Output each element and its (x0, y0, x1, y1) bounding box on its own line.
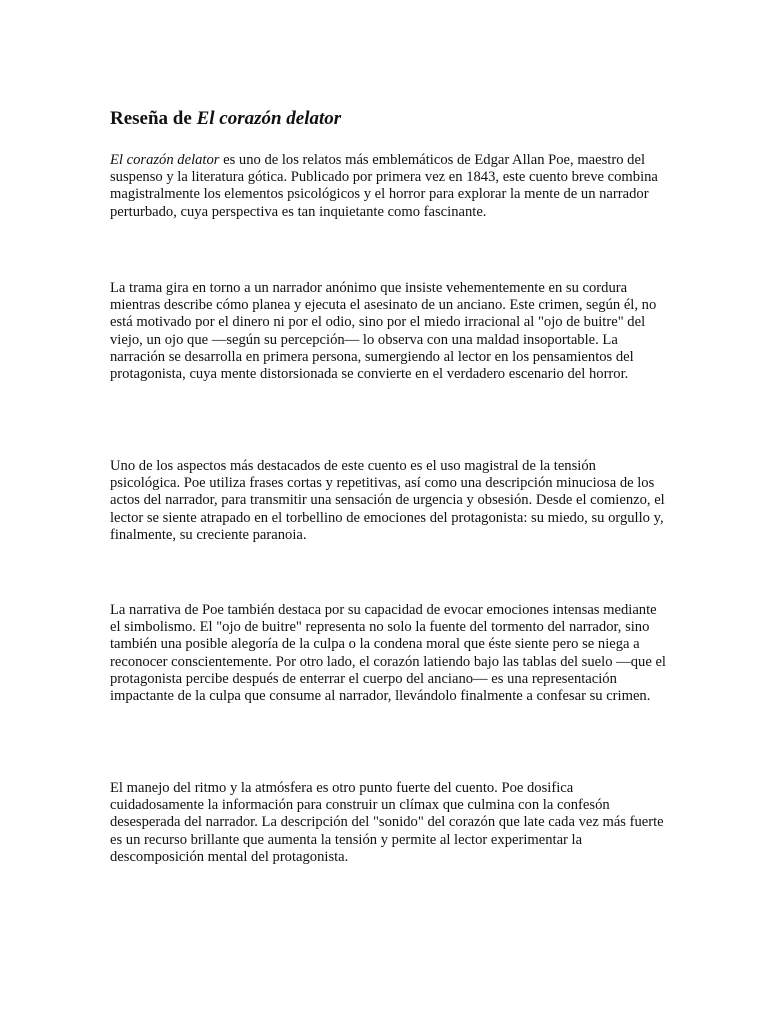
paragraph-psychological-tension: Uno de los aspectos más destacados de este cuento es el uso magistral de la tensión psicológica. Poe utiliza frases cortas y repetitivas, así como una descripción minuciosa de los actos del narrador, para transmitir una sensación de urgencia y obsesión. Desde el comienzo, el lector se siente atrapado en el torbellino de emociones del protagonista: su miedo, su orgullo y, finalmente, su creciente paranoia. (110, 458, 665, 543)
paragraph-symbolism: La narrativa de Poe también destaca por su capacidad de evocar emociones intensas mediante el simbolismo. El "ojo de buitre" representa no solo la fuente del tormento del narrador, sino también una posible alegoría de la culpa o la condena moral que éste siente pero se niega a reconocer conscientemente. Por otro lado, el corazón latiendo bajo las tablas del suelo —que el protagonista percibe después de enterrar el cuerpo del anciano— es una representación impactante de la culpa que consume al narrador, llevándolo finalmente a confesar su crimen. (110, 602, 666, 705)
paragraph-rhythm-atmosphere: El manejo del ritmo y la atmósfera es otro punto fuerte del cuento. Poe dosifica cuidadosamente la información para construir un clímax que culmina con la confesón desesperada del narrador. La descripción del "sonido" del corazón que late cada vez más fuerte es un recurso brillante que aumenta la tensión y permite al lector experimentar la descomposición mental del protagonista. (110, 780, 664, 865)
paragraph-text: es uno de los relatos más emblemáticos de Edgar Allan Poe, maestro del suspenso y la literatura gótica. Publicado por primera vez en 1843, este cuento breve combina magistralmente los elementos psicológicos y el horror para explorar la mente de un narrador perturbado, cuya perspectiva es tan inquietante como fascinante. (110, 152, 658, 220)
paragraph-introduction (110, 152, 666, 221)
paragraph-plot: La trama gira en torno a un narrador anónimo que insiste vehementemente en su cordura mientras describe cómo planea y ejecuta el asesinato de un anciano. Este crimen, según él, no está motivado por el dinero ni por el odio, sino por el miedo irracional al "ojo de buitre" del viejo, un ojo que —según su percepción— lo observa con una maldad insoportable. La narración se desarrolla en primera persona, sumergiendo al lector en los pensamientos del protagonista, cuya mente distorsionada se convierte en el verdadero escenario del horror. (110, 280, 657, 383)
paragraph-lead-work-name: El corazón delator (110, 152, 220, 168)
document-page (110, 0, 670, 1024)
title-work-name: El corazón delator (196, 108, 342, 129)
review-title (110, 107, 341, 131)
title-prefix: Reseña de (110, 108, 197, 129)
